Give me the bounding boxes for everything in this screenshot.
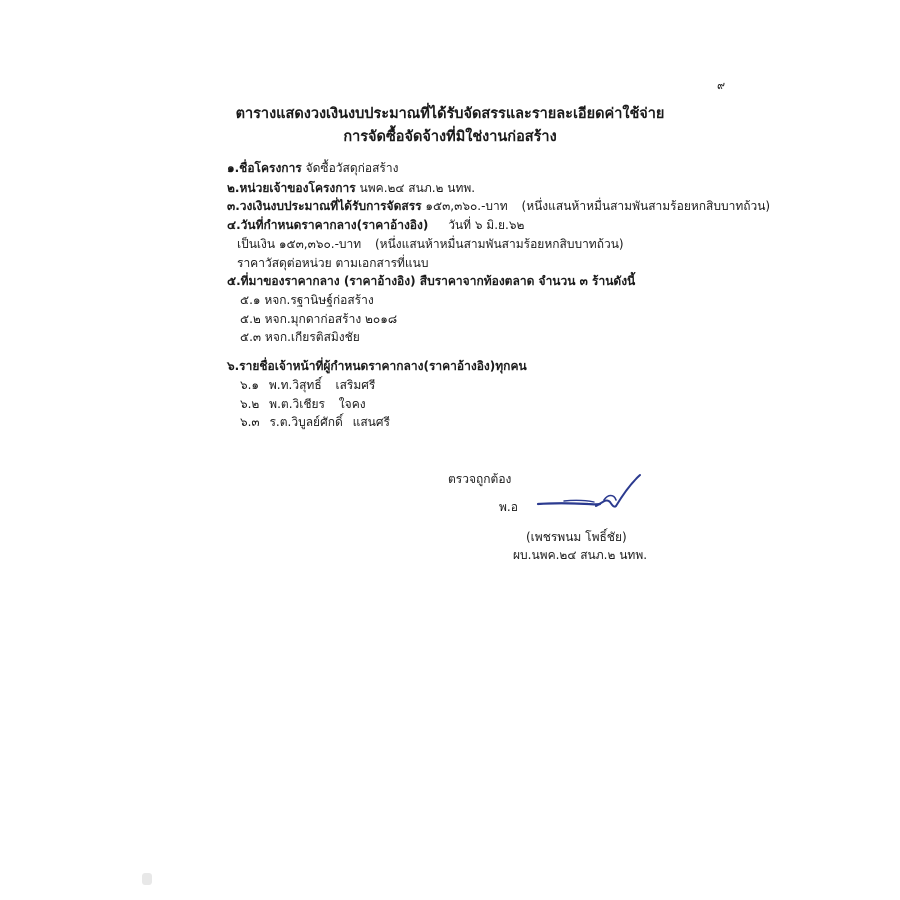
item-5-source: ๕.๑ หจก.รฐานิษฐ์ก่อสร้าง — [240, 293, 374, 307]
official-number: ๖.๑ — [240, 378, 260, 392]
page-number: ๙ — [717, 79, 726, 92]
official-surname: แสนศรี — [352, 415, 390, 429]
signature-image — [530, 470, 650, 520]
official-rank-name: พ.ท.วิสุทธิ์ — [268, 378, 322, 392]
item-5-source: ๕.๓ หจก.เกียรติสมิงชัย — [240, 330, 360, 344]
official-rank-name: พ.ต.วิเชียร — [269, 397, 325, 411]
item-1-label: ๑.ชื่อโครงการ — [227, 161, 302, 175]
document-title-line-1: ตารางแสดงวงเงินงบประมาณที่ได้รับจัดสรรและรายละเอียดค่าใช้จ่าย — [235, 106, 665, 122]
item-2-row — [227, 180, 475, 196]
item-3-words: (หนึ่งแสนห้าหมื่นสามพันสามร้อยหกสิบบาทถ้วน) — [521, 199, 771, 213]
item-6-label: ๖.รายชื่อเจ้าหน้าที่ผู้กำหนดราคากลาง(ราคาอ้างอิง)ทุกคน — [227, 359, 527, 373]
item-4-amount: เป็นเงิน ๑๕๓,๓๖๐.-บาท — [237, 237, 362, 251]
item-4-unit-price: ราคาวัสดุต่อหน่วย ตามเอกสารที่แนบ — [237, 256, 429, 270]
item-4-row — [227, 217, 524, 233]
item-6-row — [227, 358, 527, 374]
scan-smudge — [142, 873, 152, 885]
signer-name: (เพชรพนม โพธิ์ชัย) — [526, 530, 627, 544]
item-4-amount-row — [237, 236, 624, 252]
official-number: ๖.๓ — [240, 415, 260, 429]
item-5-row — [227, 273, 635, 289]
official-surname: ใจคง — [338, 397, 366, 411]
item-3-label: ๓.วงเงินงบประมาณที่ได้รับการจัดสรร — [227, 199, 422, 213]
verified-label: ตรวจถูกต้อง — [448, 472, 512, 486]
document-title-line-2: การจัดซื้อจัดจ้างที่มิใช่งานก่อสร้าง — [343, 129, 557, 145]
official-surname: เสริมศรี — [335, 378, 376, 392]
item-2-value: นพค.๒๔ สนภ.๒ นทพ. — [359, 181, 476, 195]
signer-position: ผบ.นพค.๒๔ สนภ.๒ นทพ. — [513, 548, 648, 562]
item-3-amount: ๑๕๓,๓๖๐.-บาท — [425, 199, 508, 213]
item-1-row — [227, 160, 398, 176]
item-1-value: จัดซื้อวัสดุก่อสร้าง — [305, 161, 399, 175]
item-5-source: ๕.๒ หจก.มุกดาก่อสร้าง ๒๐๑๘ — [240, 312, 398, 326]
rank-prefix: พ.อ — [499, 500, 518, 514]
item-4-date: วันที่ ๖ มิ.ย.๖๒ — [448, 218, 525, 232]
item-5-label: ๕.ที่มาของราคากลาง (ราคาอ้างอิง) สืบราคาจากท้องตลาด จำนวน ๓ ร้านดังนี้ — [227, 274, 636, 288]
item-4-label: ๔.วันที่กำหนดราคากลาง(ราคาอ้างอิง) — [227, 218, 429, 232]
official-row — [240, 414, 390, 430]
item-4-words: (หนึ่งแสนห้าหมื่นสามพันสามร้อยหกสิบบาทถ้วน) — [375, 237, 624, 251]
official-row — [240, 377, 375, 393]
official-number: ๖.๒ — [240, 397, 260, 411]
item-3-row — [227, 198, 770, 214]
official-rank-name: ร.ต.วิบูลย์ศักดิ์ — [269, 415, 343, 429]
official-row — [240, 396, 366, 412]
item-2-label: ๒.หน่วยเจ้าของโครงการ — [227, 181, 356, 195]
